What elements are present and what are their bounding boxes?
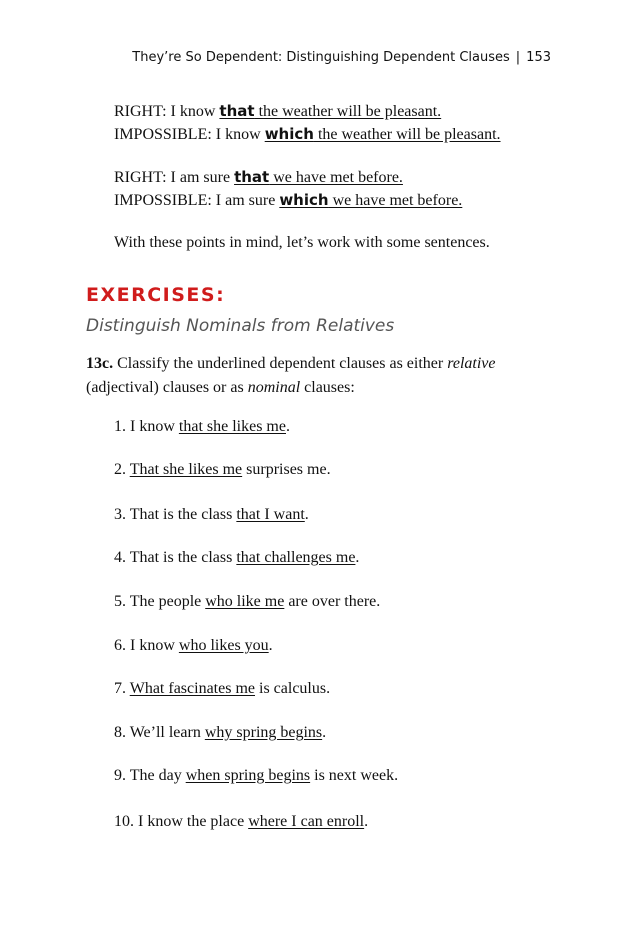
example-label: RIGHT: I know xyxy=(114,103,220,120)
page-number: 153 xyxy=(526,50,551,65)
exercise-item xyxy=(114,813,368,831)
item-text: 5. The people xyxy=(114,593,206,610)
item-text: 3. That is the class xyxy=(114,506,237,523)
example-rest: we have met before. xyxy=(328,192,463,209)
exercise-item xyxy=(114,506,309,524)
example-line xyxy=(114,191,462,210)
example-underlined-clause xyxy=(234,169,403,186)
example-keyword: that xyxy=(219,102,255,120)
exercises-subheading: Distinguish Nominals from Relatives xyxy=(86,316,395,336)
item-text: . xyxy=(268,637,273,654)
exercises-heading: EXERCISES: xyxy=(86,284,226,306)
exercise-item xyxy=(114,767,398,785)
example-rest: we have met before. xyxy=(269,169,403,186)
item-underlined-clause: where I can enroll xyxy=(248,813,365,830)
item-text: . xyxy=(364,813,369,830)
exercise-item xyxy=(114,593,380,611)
header-title: They’re So Dependent: Distinguishing Dependent Clauses xyxy=(132,50,510,65)
item-text: 9. The day xyxy=(114,767,186,784)
example-line xyxy=(114,168,403,187)
item-underlined-clause: What fascinates me xyxy=(129,680,255,697)
item-text: 10. I know the place xyxy=(114,813,249,830)
item-text: 2. xyxy=(114,461,130,478)
running-header xyxy=(132,50,551,65)
item-underlined-clause: who like me xyxy=(205,593,285,610)
item-text: is next week. xyxy=(310,767,399,784)
item-text: . xyxy=(285,418,290,435)
exercise-item xyxy=(114,461,331,479)
example-rest: the weather will be pleasant. xyxy=(254,103,442,120)
item-text: 6. I know xyxy=(114,637,179,654)
closing-line: With these points in mind, let’s work with some sentences. xyxy=(114,234,490,251)
item-underlined-clause: why spring begins xyxy=(204,724,323,741)
exercise-item xyxy=(114,637,273,655)
example-keyword: which xyxy=(279,191,329,209)
item-text: 8. We’ll learn xyxy=(114,724,205,741)
exercise-item xyxy=(114,724,326,742)
item-text: 7. xyxy=(114,680,130,697)
example-line xyxy=(114,125,501,144)
exercise-item xyxy=(114,418,290,436)
exercise-number: 13c. xyxy=(86,355,114,372)
exercise-instruction xyxy=(86,352,556,400)
example-rest: the weather will be pleasant. xyxy=(313,126,501,143)
item-text: are over there. xyxy=(284,593,381,610)
example-underlined-clause xyxy=(265,126,501,143)
instruction-text: clauses: xyxy=(300,379,355,396)
item-text: 1. I know xyxy=(114,418,179,435)
example-label: IMPOSSIBLE: I am sure xyxy=(114,192,280,209)
item-text: . xyxy=(355,549,360,566)
exercise-item xyxy=(114,680,330,698)
example-underlined-clause xyxy=(279,192,462,209)
instruction-text: Classify the underlined dependent clauses as either xyxy=(113,355,448,372)
example-keyword: that xyxy=(234,168,270,186)
example-line xyxy=(114,102,441,121)
item-underlined-clause: who likes you xyxy=(178,637,269,654)
example-label: RIGHT: I am sure xyxy=(114,169,235,186)
item-text: 4. That is the class xyxy=(114,549,237,566)
exercise-item xyxy=(114,549,359,567)
item-underlined-clause: that I want xyxy=(236,506,305,523)
example-keyword: which xyxy=(264,125,314,143)
instruction-emphasis: nominal xyxy=(247,379,301,396)
item-underlined-clause: That she likes me xyxy=(129,461,243,478)
item-text: . xyxy=(304,506,309,523)
example-label: IMPOSSIBLE: I know xyxy=(114,126,265,143)
item-underlined-clause: that she likes me xyxy=(178,418,286,435)
item-underlined-clause: that challenges me xyxy=(236,549,356,566)
item-text: surprises me. xyxy=(242,461,331,478)
example-underlined-clause xyxy=(219,103,441,120)
item-text: is calculus. xyxy=(255,680,331,697)
instruction-text: (adjectival) clauses or as xyxy=(86,379,248,396)
item-text: . xyxy=(322,724,327,741)
header-separator: | xyxy=(515,50,521,65)
item-underlined-clause: when spring begins xyxy=(185,767,311,784)
instruction-emphasis: relative xyxy=(447,355,496,372)
